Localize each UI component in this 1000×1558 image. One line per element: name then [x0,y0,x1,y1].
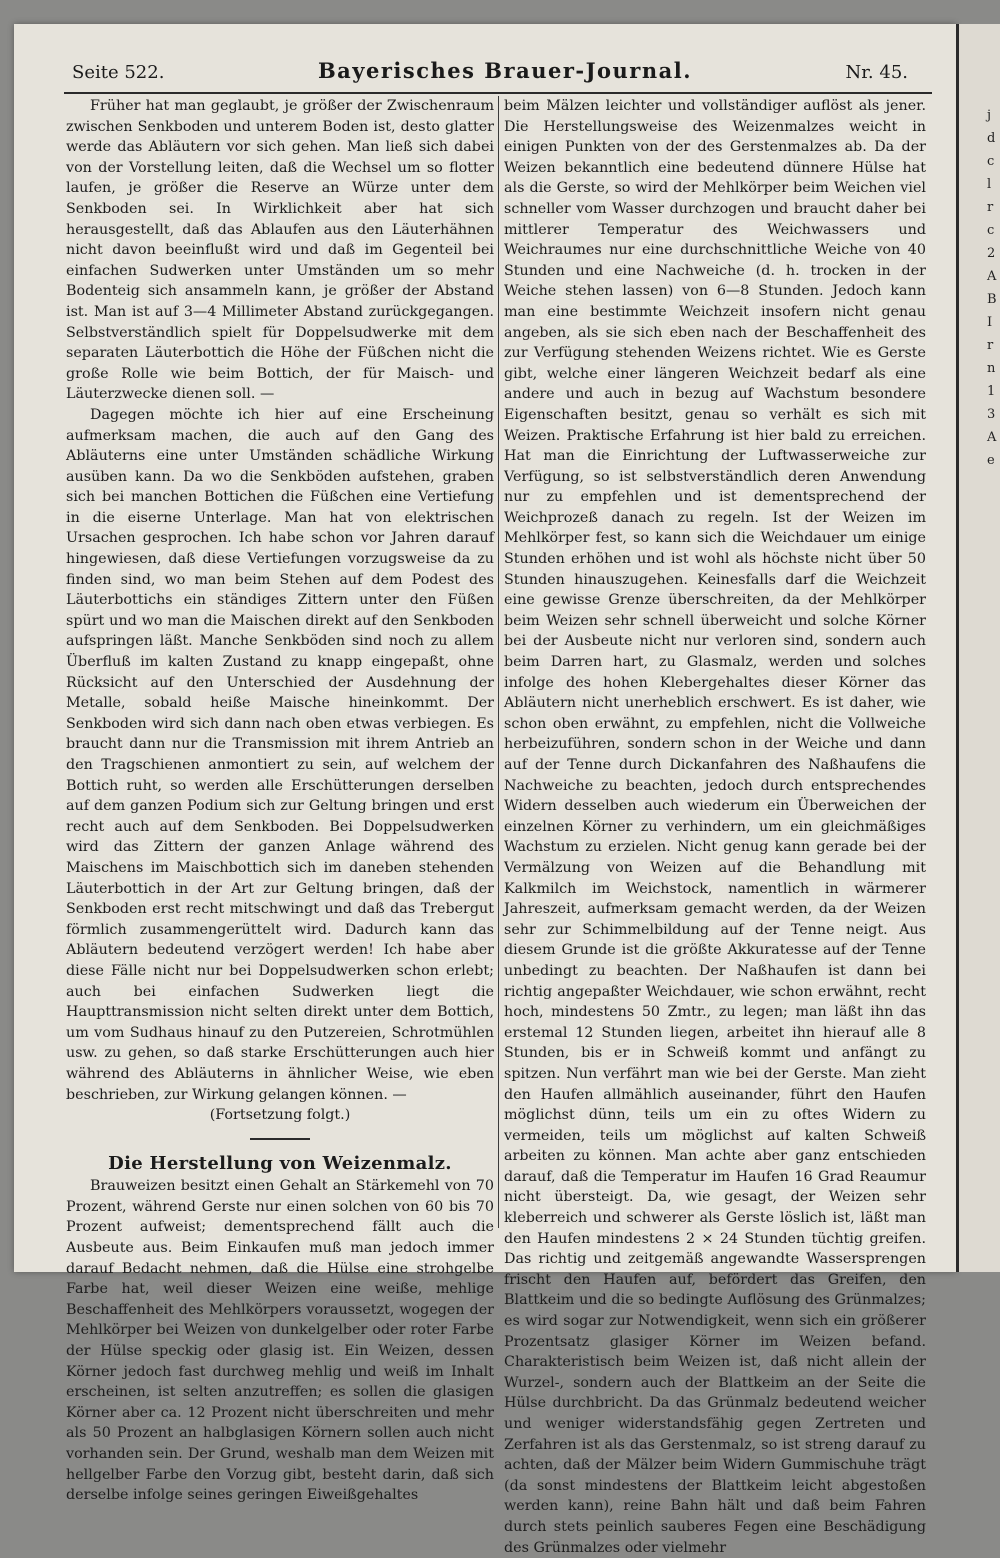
paragraph: beim Mälzen leichter und vollständiger auflöst als jener. Die Herstellungsweise des Weizenmalzes weicht in einigen Punkten von der des Gerstenmalzes ab. Da der Weizen bekanntlich eine bedeutend dünnere Hülse hat als die Gerste, so wird der Mehlkörper beim Weichen viel schneller vom Wasser durchzogen und braucht daher bei mittlerer Temperatur des Weichwassers und Weichraumes nur eine durchschnittliche Weiche von 40 Stunden und eine Nachweiche (d. h. trocken in der Weiche stehen lassen) von 6—8 Stunden. Jedoch kann man eine bestimmte Weichzeit insofern nicht genau angeben, als sie sich eben nach der Beschaffenheit des zur Verfügung stehenden Weizens richtet. Wie es Gerste gibt, welche einer längeren Weichzeit bedarf als eine andere und auch in bezug auf Wachstum besondere Eigenschaften besitzt, genau so verhält es sich mit Weizen. Praktische Erfahrung ist hier bald zu erreichen. Hat man die Einrichtung der Luftwasserweiche zur Verfügung, so ist selbstverständlich deren Anwendung nur zu empfehlen und ist dementsprechend der Weichprozeß danach zu regeln. Ist der Weizen im Mehlkörper fest, so kann sich die Weichdauer um einige Stunden erhöhen und ist wohl als höchste nicht über 50 Stunden hinauszugehen. Keinesfalls darf die Weichzeit eine gewisse Grenze überschreiten, da der Mehlkörper beim Weizen sehr schnell überweicht und solche Körner bei der Ausbeute nicht nur verloren sind, sondern auch beim Darren hart, zu Glasmalz, werden und solches infolge des hohen Klebergehaltes dieser Körner das Abläutern nicht unerheblich erschwert. Es ist daher, wie schon oben erwähnt, zu empfehlen, nicht die Vollweiche herbeizuführen, sondern schon in der Weiche und dann auf der Tenne durch Dickanfahren des Naßhaufens die Nachweiche zu beachten, jedoch durch entsprechendes Widern desselben auch wiederum ein Überweichen der einzelnen Körner zu verhindern, um ein gleichmäßiges Wachstum zu erzielen. Nicht genug kann gerade bei der Vermälzung von Weizen auf die Behandlung mit Kalkmilch im Weichstock, namentlich in wärmerer Jahreszeit, aufmerksam gemacht werden, da der Weizen sehr zur Schimmelbildung auf der Tenne neigt. Aus diesem Grunde ist die größte Akkuratesse auf der Tenne unbedingt zu beachten. Der Naßhaufen ist dann bei richtig angepaßter Weichdauer, wie schon erwähnt, recht hoch, mindestens 50 Zmtr., zu legen; man läßt ihn das erstemal 12 Stunden liegen, arbeitet ihn hierauf alle 8 Stunden, bis er in Schweiß kommt und anfängt zu spitzen. Nun verfährt man wie bei der Gerste. Man zieht den Haufen allmählich auseinander, führt den Haufen möglichst dünn, teils um ein zu oftes Widern zu vermeiden, teils um möglichst auf kalten Schweiß arbeiten zu können. Man achte aber ganz entschieden darauf, daß die Temperatur im Haufen 16 Grad Reaumur nicht übersteigt. Da, wie gesagt, der Weizen sehr kleberreich und schwerer als Gerste löslich ist, läßt man den Haufen mindestens 2 × 24 Stunden tüchtig greifen. Das richtig und zeitgemäß angewandte Wassersprengen frischt den Haufen auf, befördert das Greifen, den Blattkeim und die so bedingte Auflösung des Grünmalzes; es wird sogar zur Notwendigkeit, wenn sich ein größerer Prozentsatz glasiger Körner im Weizen befand. Charakteristisch beim Weizen ist, daß nicht allein der Wurzel-, sondern auch der Blattkeim an der Seite die Hülse durchbricht. Da das Grünmalz bedeutend weicher und weniger widerstandsfähig gegen Zertreten und Zerfahren ist als das Gerstenmalz, so ist streng darauf zu achten, daß der Mälzer beim Widern Gummischuhe trägt (da sonst mindestens der Blattkeim leicht abgestoßen werden kann), reine Bahn hält und daß beim Fahren durch stets peinlich sauberes Fegen eine Beschädigung des Grünmalzes oder vielmehr [504,98,926,1556]
adjacent-page-fragment: j d c l r c 2 A B I r n 1 3 A e [987,108,997,468]
header-rule [64,92,932,94]
continuation-note: (Fortsetzung folgt.) [209,1107,351,1124]
left-column [66,96,494,1506]
right-column [504,96,926,1558]
section-divider [250,1138,310,1140]
issue-number: Nr. 45. [845,62,908,83]
column-divider [498,96,499,1228]
page-header [72,58,908,86]
paragraph: Früher hat man geglaubt, je größer der Zwischenraum zwischen Senkboden und unterem Boden ist, desto glatter werde das Abläutern vor sich gehen. Man ließ sich dabei von der Vorstellung leiten, daß die Wechsel um so flotter laufen, je größer die Reserve an Würze unter dem Senkboden sei. In Wirklichkeit aber hat sich herausgestellt, daß das Ablaufen aus den Läuterhähnen nicht davon beeinflußt wird und daß im Gegenteil bei einfachen Sudwerken unter Umständen um so mehr Bodenteig sich ansammeln kann, je größer der Abstand ist. Man ist auf 3—4 Millimeter Abstand zurückgegangen. Selbstverständlich spielt für Doppelsudwerke mit dem separaten Läuterbottich die Höhe der Füßchen nicht die große Rolle wie beim Bottich, der für Maisch- und Läuterzwecke dienen soll. — [66,98,494,403]
journal-title: Bayerisches Brauer-Journal. [317,58,693,83]
adjacent-page-edge [956,24,1000,1272]
paragraph: Brauweizen besitzt einen Gehalt an Stärkemehl von 70 Prozent, während Gerste nur einen solchen von 60 bis 70 Prozent aufweist; dementsprechend fällt auch die Ausbeute aus. Beim Einkaufen muß man jedoch immer darauf Bedacht nehmen, daß die Hülse eine strohgelbe Farbe hat, weil dieser Weizen eine weiße, mehlige Beschaffenheit des Mehlkörpers voraussetzt, wogegen der Mehlkörper bei Weizen von dunkelgelber oder roter Farbe der Hülse speckig oder glasig ist. Ein Weizen, dessen Körner jedoch fast durchweg mehlig und weiß im Inhalt erscheinen, ist selten anzutreffen; es sollen die glasigen Körner aber ca. 12 Prozent nicht überschreiten und mehr als 50 Prozent an halbglasigen Körnern sollen auch nicht vorhanden sein. Der Grund, weshalb man dem Weizen mit hellgelber Farbe den Vorzug gibt, besteht darin, daß sich derselbe infolge seines geringen Eiweißgehaltes [66,1178,494,1504]
article-heading: Die Herstellung von Weizenmalz. [108,1152,452,1174]
paragraph: Dagegen möchte ich hier auf eine Erscheinung aufmerksam machen, die auch auf den Gang des Abläuterns eine unter Umständen schädliche Wirkung ausüben kann. Da wo die Senkböden aufstehen, graben sich bei manchen Bottichen die Füßchen eine Vertiefung in die eiserne Unterlage. Man hat von elektrischen Ursachen gesprochen. Ich habe schon vor Jahren darauf hingewiesen, daß diese Vertiefungen vorzugsweise da zu finden sind, wo man beim Stehen auf dem Podest des Läuterbottichs ein ständiges Zittern unter den Füßen spürt und wo man die Maischen direkt auf den Senkboden aufspringen läßt. Manche Senkböden sind noch zu allem Überfluß im kalten Zustand zu knapp eingepaßt, ohne Rücksicht auf den Unterschied der Ausdehnung der Metalle, sobald heiße Maische hineinkommt. Der Senkboden wird sich dann nach oben etwas verbiegen. Es braucht dann nur die Transmission mit ihrem Antrieb an den Tragschienen anmontiert zu sein, auf welchem der Bottich ruht, so werden alle Erschütterungen derselben auf dem ganzen Podium sich zur Geltung bringen und erst recht auch auf dem Senkboden. Bei Doppelsudwerken wird das Zittern der ganzen Anlage während des Maischens im Maischbottich sich im daneben stehenden Läuterbottich in der Art zur Geltung bringen, daß der Senkboden erst recht mitschwingt und daß das Trebergut förmlich zusammengerüttelt wird. Dadurch kann das Abläutern bedeutend verzögert werden! Ich habe aber diese Fälle nicht nur bei Doppelsudwerken schon erlebt; auch bei einfachen Sudwerken liegt die Haupttransmission nicht selten direkt unter dem Bottich, um vom Sudhaus hinauf zu den Putzereien, Schrotmühlen usw. zu gehen, so daß starke Erschütterungen auch hier während des Abläuterns in ähnlicher Weise, wie eben beschrieben, zur Wirkung gelangen können. — [66,406,494,1103]
page-number: Seite 522. [72,62,165,83]
